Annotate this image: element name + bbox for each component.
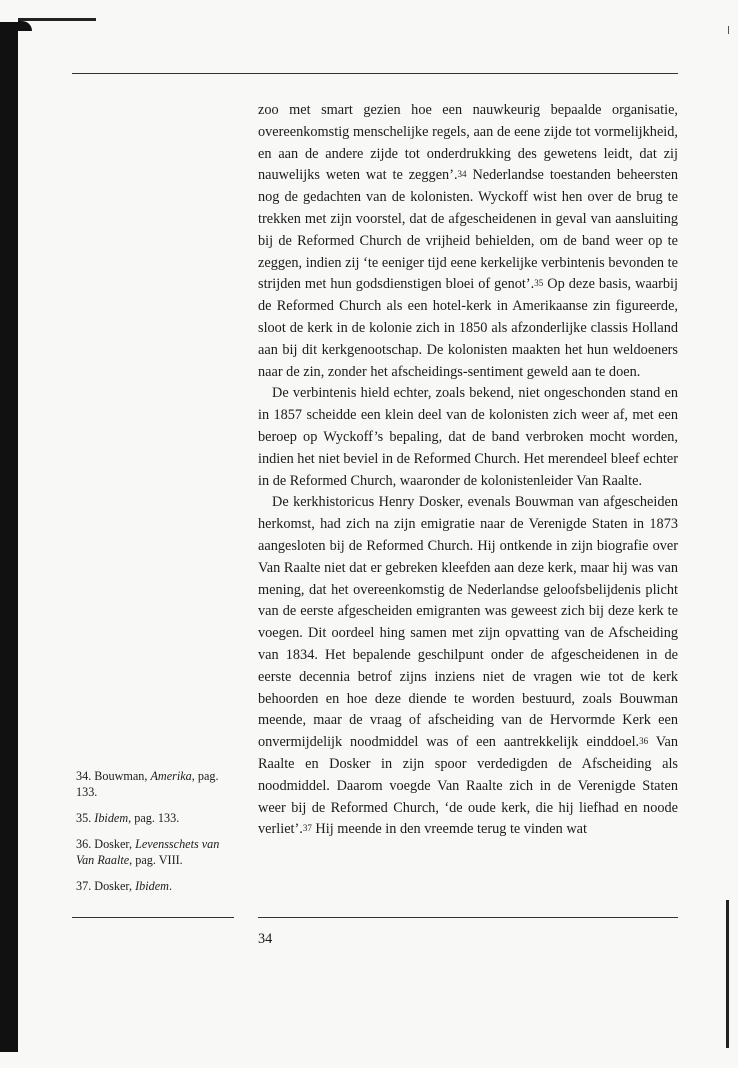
footnote-ref-37[interactable]: 37: [302, 823, 312, 834]
scan-top-corner: [18, 21, 32, 31]
paragraph-1-part-a: zoo met smart gezien hoe een nauwkeurig bepaalde organisatie, overeenkomstig menschelijke regels, aan de eene zijde tot vormelijkheid, en aan de andere zijde tot onderdrukking des gewetens leidt, dat zij nauwelijks weten wat te zeggen’.: [258, 102, 678, 184]
paragraph-3: [258, 492, 678, 841]
page-number: 34: [258, 931, 273, 947]
footnote-37-post: .: [168, 879, 172, 893]
scan-top-corner-line: [18, 18, 96, 21]
paragraph-3-part-c: Hij meende in den vreemde terug te vinden wat: [311, 821, 587, 838]
scan-right-tick: [728, 26, 729, 34]
footnote-36: [76, 836, 238, 868]
footnote-34: [76, 768, 238, 800]
scan-right-edge: [726, 900, 729, 1048]
footnote-35-post: , pag. 133.: [128, 811, 180, 825]
footer-rule: [258, 917, 678, 918]
footnote-34-pre: 34. Bouwman,: [76, 769, 151, 783]
paragraph-1-part-c: Op deze basis, waarbij de Reformed Church als een hotel-kerk in Amerikaanse zin figureerde, sloot de kerk in de kolonie zich in 1850 als afzonderlijke classis Holland aan bij dit kerkgenootschap. De kolonisten maakten het hun weldoeners naar de zin, zonder het afscheidings-sentiment geweld aan te doen.: [258, 276, 678, 380]
footnote-36-title: Levensschets van Van Raalte: [76, 837, 220, 867]
scan-left-edge: [0, 22, 18, 1052]
footnote-34-title: Amerika: [150, 769, 192, 783]
footnote-37-pre: 37. Dosker,: [76, 879, 136, 893]
footnote-35: [76, 810, 238, 826]
footnotes: [76, 768, 238, 904]
footnote-rule: [72, 917, 234, 918]
paragraph-2: De verbintenis hield echter, zoals bekend, niet ongeschonden stand en in 1857 scheidde een klein deel van de kolonisten zich weer af, met een beroep op Wyckoff’s bepaling, dat de band verbroken mocht worden, indien het niet beviel in de Reformed Church. Het merendeel bleef echter in de Reformed Church, waaronder de kolonistenleider Van Raalte.: [258, 385, 678, 489]
footnote-37-title: Ibidem: [135, 879, 169, 893]
footnote-36-post: , pag. VIII.: [129, 853, 183, 867]
header-rule: [72, 73, 678, 74]
footnote-ref-36[interactable]: 36: [639, 736, 649, 747]
main-text: [258, 100, 678, 841]
footnote-35-pre: 35.: [76, 811, 95, 825]
footnote-35-title: Ibidem: [94, 811, 129, 825]
footnote-34-post: , pag. 133.: [76, 769, 219, 799]
paragraph-3-part-a: De kerkhistoricus Henry Dosker, evenals Bouwman van afgescheiden herkomst, had zich na zijn emigratie naar de Verenigde Staten in 1873 aangesloten bij de Reformed Church. Hij ontkende in zijn biografie over Van Raalte niet dat er gebreken kleefden aan deze kerk, maar hij was van mening, dat het overeenkomstig de Nederlandse geloofsbelijdenis plicht van de eerste afgescheiden emigranten was geweest zich bij deze kerk te voegen. Dit oordeel hing samen met zijn opvatting van de Afscheiding van 1834. Het bepalende geschilpunt onder de afgescheidenen in de eerste decennia betrof zijns inziens niet de vragen wie tot de kerk behoorden en hoe deze diende te worden bestuurd, zoals Bouwman meende, maar de vraag of afscheiding van de Hervormde Kerk een onvermijdelijk noodmiddel was of een aantrekkelijk einddoel.: [258, 494, 678, 751]
paragraph-1: [258, 100, 678, 383]
paragraph-1-part-b: Nederlandse toestanden beheersten nog de gedachten van de kolonisten. Wyckoff wist hen over de brug te trekken met zijn voorstel, dat de afgescheidenen in geval van aansluiting bij de Reformed Church de vrijheid behielden, om de band weer op te zeggen, indien zij ‘te eeniger tijd eene kerkelijke verbintenis bevonden te strijden met hun godsdienstigen bloei of genot’.: [258, 167, 678, 293]
footnote-ref-35[interactable]: 35: [534, 278, 544, 289]
paragraph-3-part-b: Van Raalte en Dosker in zijn spoor verdedigden de Afscheiding als noodmiddel. Daarom voegde Van Raalte zich in de Verenigde Staten weer bij de Reformed Church, ‘de oude kerk, die hij liefhad en noode verliet’.: [258, 734, 678, 838]
footnote-ref-34[interactable]: 34: [457, 169, 467, 180]
footnote-37: [76, 878, 238, 894]
footnote-36-pre: 36. Dosker,: [76, 837, 136, 851]
